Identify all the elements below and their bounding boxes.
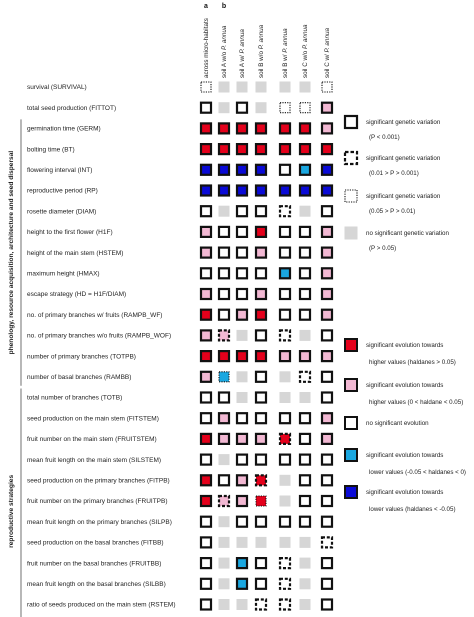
legend-label: significant evolution towards	[366, 382, 444, 389]
heatmap-cell	[300, 392, 311, 403]
heatmap-cell	[237, 413, 247, 423]
legend-label: significant evolution towards	[366, 342, 444, 349]
heatmap-cell	[237, 392, 248, 403]
heatmap-cell	[280, 371, 291, 382]
heatmap-cell	[322, 475, 332, 485]
row-label: reproductive period (RP)	[27, 187, 98, 195]
heatmap-cell	[322, 330, 332, 340]
heatmap-cell	[201, 579, 211, 589]
heatmap-cell	[237, 165, 247, 175]
column-header: across micro-habitats	[203, 18, 211, 78]
heatmap-cell	[322, 289, 332, 299]
heatmap-cell	[256, 579, 266, 589]
heatmap-cell	[256, 289, 266, 299]
heatmap-cell	[300, 289, 310, 299]
heatmap-cell	[219, 186, 229, 196]
heatmap-cell	[219, 310, 229, 320]
row-label: number of basal branches (RAMBB)	[27, 374, 132, 381]
heatmap-cell	[237, 330, 248, 341]
heatmap-cell	[201, 496, 211, 506]
heatmap-cell	[280, 413, 290, 423]
heatmap-cell	[280, 351, 290, 361]
heatmap-cell	[201, 268, 211, 278]
heatmap-cell	[280, 186, 290, 196]
legend-label: significant genetic variation	[366, 155, 441, 162]
heatmap-cell	[256, 186, 266, 196]
row-label: mean fruit length on the primary branches (SILPB)	[27, 518, 172, 526]
heatmap-cell	[280, 517, 290, 527]
legend-label: (0.05 > P > 0.01)	[369, 208, 416, 215]
heatmap-cell	[280, 248, 290, 258]
heatmap-cell	[256, 517, 266, 527]
heatmap-cell	[280, 144, 290, 154]
heatmap-cell	[256, 310, 266, 320]
panel-label-a: a	[204, 3, 208, 10]
heatmap-cell	[237, 144, 247, 154]
heatmap-cell	[201, 123, 211, 133]
heatmap-cell	[237, 517, 247, 527]
row-group-label: phenology, resource acquisition, architecture and seed dispersal	[8, 150, 15, 355]
heatmap-cell	[300, 578, 311, 589]
row-label: height to the first flower (H1F)	[27, 229, 113, 237]
legend-swatch	[345, 449, 357, 461]
row-label: mean fruit length on the basal branches (SILBB)	[27, 581, 166, 588]
heatmap-cell	[201, 434, 211, 444]
heatmap-cell	[280, 330, 290, 340]
heatmap-cell	[219, 102, 230, 113]
heatmap-cell	[201, 227, 211, 237]
legend-swatch	[345, 227, 358, 240]
heatmap-cell	[256, 268, 266, 278]
heatmap-cell	[201, 144, 211, 154]
heatmap-cell	[322, 517, 332, 527]
legend-swatch	[345, 379, 357, 391]
legend-swatch	[345, 190, 357, 202]
row-group-label: reproductive strategies	[8, 474, 15, 548]
heatmap-cell	[280, 165, 290, 175]
heatmap-cell	[201, 558, 211, 568]
heatmap-cell	[280, 227, 290, 237]
heatmap-cell	[280, 537, 291, 548]
row-label: height of the main stem (HSTEM)	[27, 249, 124, 257]
row-label: seed production on the primary branches (FITPB)	[27, 477, 170, 485]
heatmap-cell	[201, 475, 211, 485]
heatmap-cell	[237, 455, 247, 465]
heatmap-cell	[322, 413, 332, 423]
heatmap-cell	[256, 600, 266, 610]
heatmap-cell	[300, 558, 311, 569]
heatmap-cell	[237, 434, 247, 444]
heatmap-cell	[237, 371, 248, 382]
heatmap-cell	[201, 600, 211, 610]
legend-label: significant evolution towards	[366, 489, 444, 496]
row-label: total seed production (FITTOT)	[27, 104, 117, 112]
legend-label: higher values (0 < haldane < 0.05)	[369, 399, 464, 406]
heatmap-cell	[201, 310, 211, 320]
heatmap-cell	[300, 123, 310, 133]
heatmap-cell	[237, 537, 248, 548]
row-label: survival (SURVIVAL)	[27, 84, 87, 92]
legend-label: lower values (-0.05 < haldanes < 0)	[369, 469, 466, 476]
heatmap-cell	[237, 103, 247, 113]
heatmap-cell	[300, 82, 311, 93]
legend-label: lower values (haldanes < -0.05)	[369, 506, 456, 513]
heatmap-cell	[256, 413, 266, 423]
heatmap-cell	[322, 248, 332, 258]
heatmap-cell	[280, 600, 290, 610]
heatmap-cell	[237, 579, 247, 589]
heatmap-cell	[219, 165, 229, 175]
legend-swatch	[345, 339, 357, 351]
heatmap-cell	[322, 537, 332, 547]
row-label: number of primary branches (TOTPB)	[27, 353, 136, 361]
heatmap-cell	[219, 268, 229, 278]
legend-swatch	[345, 152, 357, 164]
heatmap-cell	[322, 579, 332, 589]
heatmap-cell	[237, 123, 247, 133]
legend-label: (0.01 > P > 0.001)	[369, 170, 419, 177]
heatmap-cell	[256, 537, 267, 548]
heatmap-cell	[201, 537, 211, 547]
row-label: bolting time (BT)	[27, 146, 75, 154]
legend-label: no significant evolution	[366, 420, 429, 427]
panel-label-b: b	[221, 3, 227, 10]
row-label: ratio of seeds produced on the main stem (RSTEM)	[27, 601, 176, 609]
heatmap-cell	[300, 496, 310, 506]
heatmap-cell	[256, 206, 266, 216]
heatmap-cell	[256, 558, 266, 568]
heatmap-cell	[300, 206, 311, 217]
heatmap-cell	[237, 268, 247, 278]
heatmap-cell	[300, 475, 310, 485]
heatmap-cell	[256, 123, 266, 133]
heatmap-cell	[256, 372, 266, 382]
heatmap-cell	[237, 289, 247, 299]
heatmap-cell	[219, 475, 229, 485]
row-label: germination time (GERM)	[27, 125, 101, 133]
row-label: flowering interval (INT)	[27, 167, 93, 174]
row-label: fruit number on the basal branches (FRUITBB)	[27, 560, 162, 568]
legend-label: (P > 0.05)	[369, 245, 397, 252]
heatmap-cell	[256, 351, 266, 361]
heatmap-cell	[201, 206, 211, 216]
heatmap-cell	[322, 558, 332, 568]
heatmap-cell	[322, 434, 332, 444]
heatmap-cell	[300, 517, 310, 527]
row-label: maximum height (HMAX)	[27, 270, 100, 278]
heatmap-cell	[280, 455, 290, 465]
column-header: soil C w/ P. annua	[324, 28, 332, 78]
heatmap-cell	[201, 393, 211, 403]
heatmap-cell	[280, 310, 290, 320]
heatmap-cell	[201, 517, 211, 527]
row-label: seed production on the basal branches (FITBB)	[27, 539, 164, 547]
heatmap-cell	[219, 413, 229, 423]
heatmap-cell	[256, 102, 267, 113]
heatmap-cell	[237, 496, 247, 506]
heatmap-cell	[322, 496, 332, 506]
heatmap-cell	[219, 599, 230, 610]
heatmap-cell	[322, 351, 332, 361]
heatmap-cell	[201, 330, 211, 340]
heatmap-cell	[219, 123, 229, 133]
row-label: fruit number on the primary branches (FRUITPB)	[27, 498, 168, 506]
legend-swatch	[345, 417, 357, 429]
heatmap-cell	[322, 186, 332, 196]
row-label: no. of primary branches w/o fruits (RAMPB_WOF)	[27, 332, 172, 340]
heatmap-cell	[201, 248, 211, 258]
heatmap-cell	[322, 393, 332, 403]
heatmap-cell	[322, 372, 332, 382]
heatmap-cell	[256, 144, 266, 154]
heatmap-cell	[280, 475, 291, 486]
heatmap-cell	[300, 248, 310, 258]
heatmap-cell	[256, 165, 266, 175]
heatmap-cell	[322, 227, 332, 237]
heatmap-cell	[300, 455, 310, 465]
column-header: soil A w/ P. annua	[239, 29, 247, 78]
heatmap-cell	[237, 558, 247, 568]
heatmap-cell	[280, 289, 290, 299]
heatmap-cell	[219, 351, 229, 361]
heatmap-cell	[237, 186, 247, 196]
heatmap-cell	[201, 413, 211, 423]
legend-label: significant genetic variation	[366, 119, 441, 126]
heatmap-cell	[219, 558, 230, 569]
heatmap-cell	[322, 600, 332, 610]
heatmap-cell	[201, 103, 211, 113]
row-label: fruit number on the main stem (FRUITSTEM)	[27, 436, 157, 444]
heatmap-cell	[256, 82, 267, 93]
heatmap-cell	[280, 558, 290, 568]
heatmap-cell	[256, 434, 266, 444]
heatmap-cell	[219, 144, 229, 154]
row-label: total number of branches (TOTB)	[27, 394, 123, 402]
legend-label: (P < 0.001)	[369, 134, 400, 141]
heatmap-cell	[300, 310, 310, 320]
heatmap-cell	[237, 475, 247, 485]
heatmap-cell	[322, 206, 332, 216]
heatmap-cell	[322, 455, 332, 465]
heatmap-cell	[219, 537, 230, 548]
heatmap-cell	[300, 227, 310, 237]
heatmap-cell	[300, 268, 310, 278]
heatmap-cell	[300, 103, 310, 113]
heatmap-cell	[219, 248, 229, 258]
heatmap-cell	[280, 206, 290, 216]
heatmap-cell	[300, 413, 310, 423]
heatmap-cell	[219, 289, 229, 299]
heatmap-cell	[201, 165, 211, 175]
heatmap-cell	[201, 351, 211, 361]
heatmap-cell	[256, 248, 266, 258]
heatmap-cell	[201, 455, 211, 465]
column-header: soil B w/o P. annua	[258, 24, 266, 78]
heatmap-cell	[237, 227, 247, 237]
heatmap-cell	[300, 351, 310, 361]
heatmap-cell	[280, 123, 290, 133]
heatmap-cell	[300, 165, 310, 175]
heatmap-cell	[219, 372, 229, 382]
heatmap-cell	[322, 268, 332, 278]
column-header: soil A w/o P. annua	[221, 25, 229, 78]
legend-swatch	[345, 116, 357, 128]
heatmap-cell	[256, 393, 266, 403]
heatmap-cell	[237, 206, 247, 216]
column-header: soil B w/ P. annua	[282, 28, 290, 78]
heatmap-cell	[256, 475, 266, 485]
heatmap-cell	[237, 599, 248, 610]
heatmap-cell	[322, 310, 332, 320]
legend-label: higher values (haldanes > 0.05)	[369, 359, 456, 366]
heatmap-cell	[219, 227, 229, 237]
heatmap-cell	[219, 578, 230, 589]
heatmap-cell	[201, 289, 211, 299]
heatmap-cell	[256, 455, 266, 465]
heatmap-cell	[300, 186, 310, 196]
heatmap-cell	[219, 496, 229, 506]
heatmap-cell	[201, 82, 211, 92]
heatmap-cell	[256, 496, 266, 506]
heatmap-cell	[219, 206, 230, 217]
row-label: no. of primary branches w/ fruits (RAMPB_WF)	[27, 311, 163, 319]
heatmap-cell	[300, 372, 310, 382]
legend-label: significant evolution towards	[366, 452, 444, 459]
heatmap-cell	[280, 579, 290, 589]
heatmap-cell	[201, 372, 211, 382]
heatmap-cell	[237, 82, 248, 93]
heatmap-cell	[219, 82, 230, 93]
heatmap-cell	[322, 82, 332, 92]
heatmap-cell	[280, 268, 290, 278]
heatmap-cell	[300, 599, 311, 610]
legend-swatch	[345, 486, 357, 498]
heatmap-cell	[300, 330, 311, 341]
heatmap-cell	[280, 392, 291, 403]
heatmap-cell	[256, 227, 266, 237]
heatmap-cell	[219, 516, 230, 527]
heatmap-cell	[237, 248, 247, 258]
legend-label: significant genetic variation	[366, 193, 441, 200]
heatmap-cell	[256, 330, 266, 340]
heatmap-cell	[322, 165, 332, 175]
heatmap-cell	[322, 103, 332, 113]
heatmap-cell	[219, 330, 229, 340]
heatmap-cell	[300, 144, 310, 154]
heatmap-cell	[201, 186, 211, 196]
heatmap-cell	[237, 351, 247, 361]
heatmap-cell	[322, 144, 332, 154]
heatmap-cell	[300, 537, 311, 548]
heatmap-cell	[280, 82, 291, 93]
row-label: escape strategy (HD = H1F/DIAM)	[27, 291, 127, 299]
row-label: mean fruit length on the main stem (SILSTEM)	[27, 456, 162, 464]
heatmap-cell	[322, 123, 332, 133]
heatmap-cell	[219, 454, 230, 465]
row-label: seed production on the main stem (FITSTEM)	[27, 415, 159, 423]
column-header: soil C w/o P. annua	[302, 24, 310, 78]
heatmap-cell	[280, 434, 290, 444]
heatmap-cell	[280, 496, 291, 507]
heatmap-cell	[300, 434, 310, 444]
heatmap-cell	[219, 393, 229, 403]
legend-label: no significant genetic variation	[366, 230, 449, 237]
row-label: rosette diameter (DIAM)	[27, 208, 97, 216]
heatmap-cell	[280, 103, 290, 113]
heatmap-cell	[219, 434, 229, 444]
heatmap-cell	[237, 310, 247, 320]
